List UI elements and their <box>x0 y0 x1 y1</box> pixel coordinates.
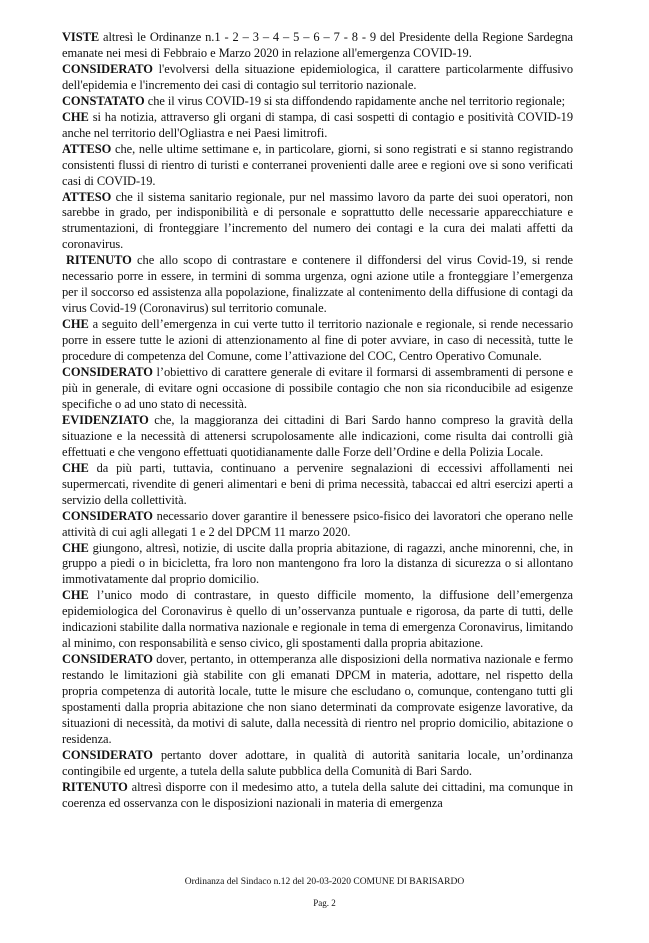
paragraph <box>62 253 573 317</box>
paragraph-text: l'evolversi della situazione epidemiologica, il carattere particolarmente diffusivo dell'epidemia e l'incremento dei casi di contagio sul territorio nazionale. <box>62 61 573 92</box>
paragraph-keyword: CONSIDERATO <box>62 508 153 523</box>
paragraph <box>62 142 573 190</box>
paragraph-keyword: CHE <box>62 109 89 124</box>
paragraph-keyword: CONSIDERATO <box>62 365 153 380</box>
paragraph <box>62 461 573 509</box>
paragraph <box>62 588 573 652</box>
paragraph <box>62 30 573 62</box>
paragraph-text: che il virus COVID-19 si sta diffondendo rapidamente anche nel territorio regionale; <box>144 93 566 108</box>
paragraph <box>62 652 573 748</box>
paragraph-text: l’unico modo di contrastare, in questo difficile momento, la diffusione dell’emergenza epidemiologica del Coronavirus è quello di un’osservanza puntuale e rigorosa, da parte di tutti, delle indicazioni stabilite dalla normativa nazionale e regionale in tema di emergenza Coronavirus, limitando al minimo, con responsabilità e senso civico, gli spostamenti dalla propria abitazione. <box>62 588 573 651</box>
paragraph-keyword: CONSIDERATO <box>62 61 153 76</box>
footer-document-reference: Ordinanza del Sindaco n.12 del 20-03-2020 COMUNE DI BARISARDO <box>184 877 465 887</box>
paragraph <box>62 509 573 541</box>
paragraph-keyword: CONSIDERATO <box>62 652 153 667</box>
paragraph <box>62 94 573 110</box>
document-body <box>62 30 573 812</box>
paragraph-text: che, la maggioranza dei cittadini di Bari Sardo hanno compreso la gravità della situazione e la necessità di attenersi scrupolosamente alle indicazioni, come risulta dai controlli già effettuati e che vengono effettuati quotidianamente dalle Forze dell’Ordine e della Polizia Locale. <box>62 412 573 459</box>
paragraph-text: giungono, altresì, notizie, di uscite dalla propria abitazione, di ragazzi, anche minorenni, che, in gruppo a piedi o in bicicletta, fra loro non mantengono fra loro la distanza di sicurezza o si allontano immotivatamente dal proprio domicilio. <box>62 540 573 587</box>
paragraph <box>62 62 573 94</box>
paragraph <box>62 413 573 461</box>
paragraph-text: altresì disporre con il medesimo atto, a tutela della salute dei cittadini, ma comunque in coerenza ed osservanza con le disposizioni nazionali in materia di emergenza <box>62 779 573 810</box>
paragraph-keyword: CHE <box>62 588 89 603</box>
paragraph <box>62 780 573 812</box>
paragraph-text: che, nelle ultime settimane e, in particolare, giorni, si sono registrati e si stanno registrando consistenti flussi di rientro di turisti e conterranei provenienti dalle aree e regioni ove si sono verificati casi di COVID-19. <box>62 141 573 188</box>
paragraph-text: a seguito dell’emergenza in cui verte tutto il territorio nazionale e regionale, si rende necessario porre in essere tutte le azioni di attenzionamento al fine di poter avviare, in caso di necessità, tutte le procedure di competenza del Comune, come l’attivazione del COC, Centro Operativo Comunale. <box>62 317 573 364</box>
paragraph <box>62 190 573 254</box>
paragraph <box>62 748 573 780</box>
paragraph-keyword: CHE <box>62 317 89 332</box>
paragraph-text: dover, pertanto, in ottemperanza alle disposizioni della normativa nazionale e fermo restando le limitazioni già stabilite con gli emanati DPCM in materia, adottare, nel rispetto della propria competenza di autorità locale, tutte le misure che escludano o, comunque, contengano tutti gli spostamenti dalla propria abitazione che non siano determinati da comprovate esigenze lavorative, da situazioni di necessità, da motivi di salute, dalla necessità di rientro nel proprio domicilio, abitazione o residenza. <box>62 652 573 746</box>
paragraph-text: pertanto dover adottare, in qualità di autorità sanitaria locale, un’ordinanza contingibile ed urgente, a tutela della salute pubblica della Comunità di Bari Sardo. <box>62 747 573 778</box>
footer-page-number: Pag. 2 <box>313 898 336 908</box>
paragraph-keyword: CHE <box>62 460 89 475</box>
paragraph-text: necessario dover garantire il benessere psico-fisico dei lavoratori che operano nelle attività di cui agli allegati 1 e 2 del DPCM 11 marzo 2020. <box>62 508 573 539</box>
paragraph-keyword: RITENUTO <box>62 779 128 794</box>
paragraph-text: che allo scopo di contrastare e contenere il diffondersi del virus Covid-19, si rende necessario porre in essere, in termini di somma urgenza, ogni azione utile a fronteggiare l’emergenza per il soccorso ed assistenza alla popolazione, finalizzate al contenimento della diffusione di contagi da virus Covid-19 (Coronavirus) sul territorio comunale. <box>62 253 573 316</box>
paragraph-keyword: CONSIDERATO <box>62 747 153 762</box>
paragraph-text: l’obiettivo di carattere generale di evitare il formarsi di assembramenti di persone e più in generale, di evitare ogni occasione di possibile contagio che non sia riconducibile ad esigenze specifiche o ad uno stato di necessità. <box>62 365 573 411</box>
paragraph-keyword: CHE <box>62 540 89 555</box>
paragraph-keyword: RITENUTO <box>66 253 132 268</box>
paragraph-text: che il sistema sanitario regionale, pur nel massimo lavoro da parte dei suoi operatori, non sarebbe in grado, per indisponibilità e di personale e soprattutto delle necessarie apparecchiature e strumentazioni, di fronteggiare l’incremento del numero dei contagi e la cura dei malati affetti da coronavirus. <box>62 189 573 252</box>
paragraph <box>62 110 573 142</box>
paragraph-keyword: CONSTATATO <box>62 93 145 108</box>
paragraph <box>62 317 573 365</box>
paragraph-text: altresì le Ordinanze n.1 - 2 – 3 – 4 – 5 – 6 – 7 - 8 - 9 del Presidente della Regione Sardegna emanate nei mesi di Febbraio e Marzo 2020 in relazione all'emergenza COVID-19. <box>62 30 573 60</box>
paragraph-keyword: ATTESO <box>62 189 112 204</box>
paragraph-keyword: ATTESO <box>62 141 112 156</box>
paragraph <box>62 541 573 589</box>
paragraph-text: si ha notizia, attraverso gli organi di stampa, di casi sospetti di contagio e positività COVID-19 anche nel territorio dell'Ogliastra e nei Paesi limitrofi. <box>62 109 573 140</box>
paragraph-text: da più parti, tuttavia, continuano a pervenire segnalazioni di eccessivi affollamenti nei supermercati, rivendite di generi alimentari e beni di prima necessità, tabaccai ed altri esercizi aperti a servizio della collettività. <box>62 460 573 507</box>
paragraph-keyword: EVIDENZIATO <box>62 412 149 427</box>
paragraph-keyword: VISTE <box>62 30 100 44</box>
paragraph <box>62 365 573 413</box>
page-footer <box>0 877 649 908</box>
